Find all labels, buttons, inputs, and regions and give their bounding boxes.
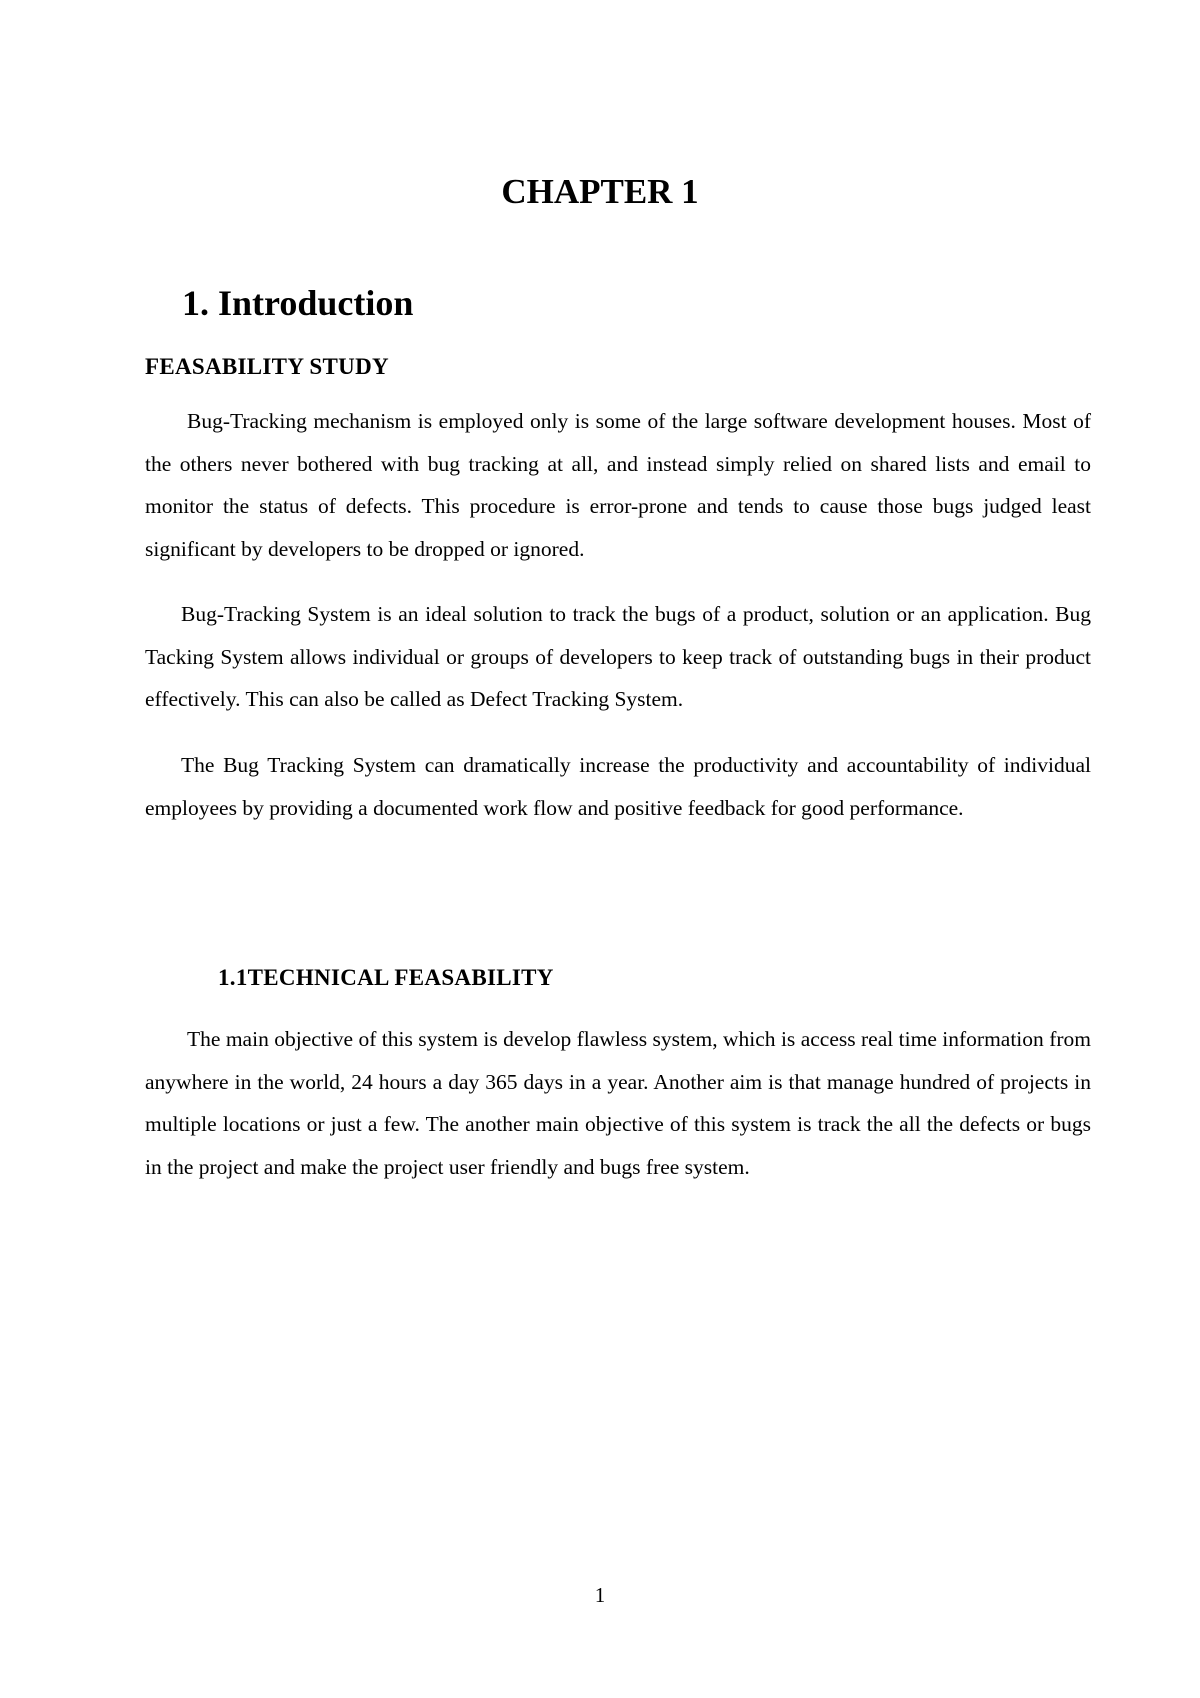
paragraph-bug-tracking-mechanism: Bug-Tracking mechanism is employed only is some of the large software development houses. Most of the others never bothered with bug tracking at all, and instead simply relied on shared lists and email to monitor the status of defects. This procedure is error-prone and tends to cause those bugs judged least significant by developers to be dropped or ignored. bbox=[145, 409, 1091, 561]
paragraph-bug-tracking-system: Bug-Tracking System is an ideal solution to track the bugs of a product, solution or an application. Bug Tacking System allows individual or groups of developers to keep track of outstanding bugs in their product effectively. This can also be called as Defect Tracking System. bbox=[145, 602, 1091, 711]
intro-heading: 1. Introduction bbox=[182, 283, 414, 323]
feasibility-study-heading: FEASABILITY STUDY bbox=[145, 354, 389, 379]
paragraph-productivity: The Bug Tracking System can dramatically increase the productivity and accountability of individual employees by providing a documented work flow and positive feedback for good performance. bbox=[145, 753, 1091, 820]
paragraph-technical-objective: The main objective of this system is develop flawless system, which is access real time information from anywhere in the world, 24 hours a day 365 days in a year. Another aim is that manage hundred of projects in multiple locations or just a few. The another main objective of this system is track the all the defects or bugs in the project and make the project user friendly and bugs free system. bbox=[145, 1027, 1091, 1179]
chapter-title: CHAPTER 1 bbox=[501, 172, 699, 211]
technical-feasibility-heading: 1.1TECHNICAL FEASABILITY bbox=[218, 965, 554, 990]
page-number: 1 bbox=[594, 1583, 606, 1607]
